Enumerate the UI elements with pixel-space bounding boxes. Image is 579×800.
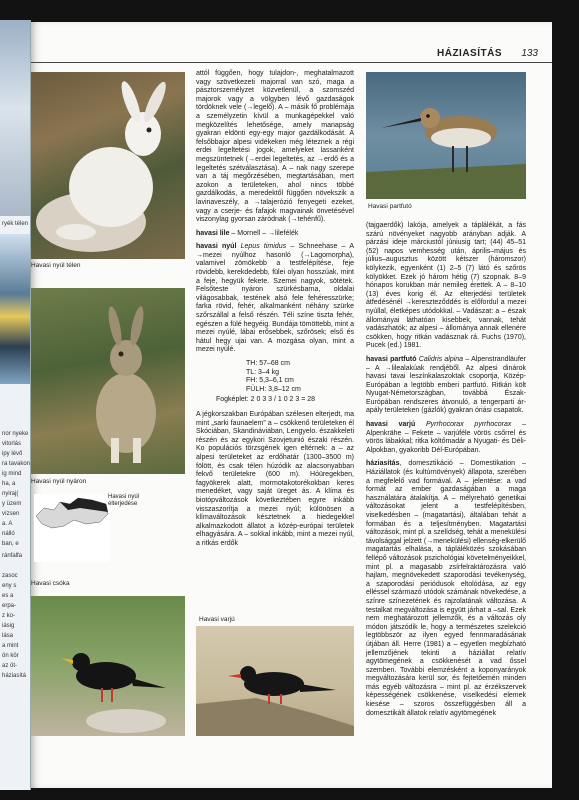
left-fragment: ha, a (2, 481, 16, 487)
left-fragment: ránfalfa (2, 553, 23, 559)
left-fragment: iásig (2, 623, 15, 629)
left-fragment: ra tavakon (2, 461, 31, 467)
caption-chough-left: Havasi csóka (31, 580, 70, 587)
measurement: TH: 57–68 cm (246, 360, 290, 367)
left-fragment: nálló (2, 531, 15, 537)
book-page (31, 22, 552, 788)
left-fragment: vízsen (2, 511, 20, 517)
left-fragment: es a (2, 593, 14, 599)
measurement: FH: 5,3–6,1 cm (246, 377, 294, 385)
left-fragment: eny s (2, 583, 17, 589)
running-header (31, 22, 552, 58)
entry-term: havasi nyúl (196, 243, 237, 251)
caption-white-hare: Havasi nyúl télen (31, 262, 81, 269)
measurements (216, 360, 354, 405)
entry-latin: Calidris alpina (416, 355, 464, 363)
entry-body: – Mornell – →lilefélék (229, 229, 299, 237)
caption-summer-hare: Havasi nyúl nyáron (31, 478, 87, 485)
left-fragment: ön kör (2, 653, 19, 659)
entry-havasi-lile (196, 230, 354, 239)
left-fragment: vitorlás (2, 441, 22, 447)
left-fragment: a. A (2, 521, 13, 527)
entry-havasi-nyul (196, 243, 354, 355)
text-column-right (366, 222, 526, 723)
measurement: FÜLH: 3,8–12 cm (246, 385, 301, 393)
entry-term: havasi partfutó (366, 355, 417, 363)
paragraph: A jégkorszakban Európában szélesen elterjedt, ma mint „sarki faunaelem” a – csökkenő területeken él Skóciában, Skandináviában, Lengyelo. északkeleti részén és az egykori Szovjetunió északi részén. Ko populációs törzsgének igen eltérnek: a – az alpesi területeket az erdőhatár (1300–3500 m) fölött, és csak télen húzódik az alacsonyabban fekvő területekre (600 m). Hóüregekben, fagyökerek alatt, mormotakotorékokban keres menedéket, vagy saját üreget ás. A klíma és biotópváltozások következtében egyre inkább visszaszorítja a mezei nyúl; különösen a klímaváltozások késztetnek a hiedegekkel alkalmazkodott állatot a közép-európai területek elhagyására. A – sokkal inkább, mint a mezei nyúl, a ritkás erdők (196, 410, 354, 547)
photo-white-hare (31, 72, 185, 259)
measurement: TL: 3–4 kg (246, 368, 280, 376)
left-fragment: az öt- (2, 663, 18, 669)
previous-page-photo (0, 234, 30, 384)
entry-term: havasi lile (196, 229, 230, 237)
previous-page-photo (0, 20, 30, 216)
entry-term: háziasítás (366, 460, 400, 468)
entry-latin: Pyrrhocorax pyrrhocorax (415, 421, 512, 429)
entry-havasi-partfuto (366, 356, 526, 416)
photo-chough-left (31, 596, 185, 736)
paragraph: (tajgaerdők) lakója, amelyek a táplálékát, a fás szárú növényeket nagyobb arányban adják. A párzási ideje márciustól júniusig tart; (44) 45–51 (52) napos vemhesség után, április–május és július–augusztus között kétszer (háromszor) kölykezik, egyenként (1) 2–5 (7) látó és szőrös kölyökket. Ezek jó három hétig (7) szopnak. 8–9 hónapos korukban már nemileg érettek. A – 8–10 (13) éves korig él. Az elterjedési területek átfedésénél →kereszteződdés is előfordul a mezei nyúllal, életképes utódokkal. – Vadászat: a – észak állományai láthatóan kisebbek, vannak, tehát vadászhatók; az alpesi – állománya annak ellenére csökken, hogy ritkán vadásznak rá. Fuchs (1970), Pucek (ed.) 1981. (366, 222, 526, 350)
caption-sandpiper: Havasi partfutó (368, 203, 412, 210)
left-fragment: ban, e (2, 541, 19, 547)
photo-sandpiper (366, 72, 526, 199)
paragraph: attól függően, hogy tulajdon-, meghatalmazott vagy szövetkezeti majorral van szó, maga a pásztorszemélyzet közvetlenül, a szomszéd majorok vagy a völgyben lévő gazdaságok tördöknek vele (→legelő). A – másik fő problémája a személyzetin kívül a munkagépekkel való megközelítés lehetősége, amely manapság gyakran eldönti egy-egy major gazdálkodását. A felsőbbajor alpesi vidékeken még léteznek a régi erdei legeltetési jogok, amelyeket lassanként megszüntetnek (→erdei legeltetés, az →erdő és a legeltetés szétválasztása). A – nak nagy szerepe van a táj megőrzésében, megtartásában, mert azokon a területeken, ahol nincs többé gazdálkodás, a meredektől függően növekszik a lavinaveszély, a →talajerózió fenyegeti ezeket, vagy a cserje- és fafajok magvainak önvetésével viszonylag gyorsan záródnak (→tehénfű). (196, 70, 354, 224)
previous-page-edge (0, 20, 31, 790)
photo-chough-right (196, 626, 354, 736)
left-fragment: ig mind (2, 471, 22, 477)
entry-latin: Lepus timidus (236, 243, 287, 251)
left-fragment: y üzem (2, 501, 22, 507)
text-column-middle (196, 70, 354, 553)
left-fragment: erpa- (2, 603, 17, 609)
left-fragment: zasoc (2, 573, 18, 579)
left-fragment: a mint (2, 643, 19, 649)
tooth-formula (216, 396, 354, 405)
running-title: HÁZIASÍTÁS (437, 48, 502, 59)
entry-term: havasi varjú (366, 421, 416, 429)
entry-body: – Schneehase – A →mezei nyúlhoz hasonló (→Lagomorpha), valamivel zömökebb a testfelépítése, feje rövidebb, kerekdedebb, fülei olyan hosszúak, mint a feje, hegyük fekete. Szemei nagyok, sötétek. Felsőteste nyáron szürkésbarna, oldalai világosabbak, testének alsó fele fehéresszürke; farka rövid, fehér, alkalmanként néhány szürke szőrszállal a felső részén. Téli színe tiszta fehér, egészen a fülé hegyéig. Bundája tömöttebb, mint a mezei nyúlé, lábai erősebbek, szőrösek; első és hátul hegy ujai van. A mozgása olyan, mint a mezei nyúlé. (196, 243, 354, 354)
left-fragment: z ko- (2, 613, 16, 619)
entry-havasi-varju (366, 421, 526, 455)
left-fragment: lása (2, 633, 14, 639)
tooth-formula-label: Fogképlet: (216, 396, 249, 404)
tooth-formula-value: 2 0 3 3 / 1 0 2 3 = 28 (250, 396, 316, 404)
photo-summer-hare (31, 288, 185, 474)
distribution-map (34, 494, 140, 562)
entry-body: – Alpenkrähe – Fekete – varjúféle vörös csőrrel és vörös lábakkal; ritka költőmadár a Nyugati- és Déli-Alpokban, gyakoribb Dél-Európában. (366, 421, 527, 454)
page-number: 133 (521, 48, 538, 59)
caption-chough-right: Havasi varjú (199, 616, 235, 623)
left-fragment: ipy lévő (2, 451, 23, 457)
left-fragment: nor nyeke (2, 431, 29, 437)
entry-haziasitas (366, 460, 526, 718)
caption-map: Havasi nyúl elterjedése (108, 494, 140, 507)
entry-body: , domesztikáció – Domestikation – Háziállatok (és kultúrnövények) állapota, szerében a megfelelő vad formával. A – jelentése: a vad formát az ember gazdaságában a maga használatára átalakítja. A – mélyreható genetikai változásokat jelent a testfelépítésben, viselkedésben – (magatartási), általában tehát a formában és a teljesítményben. Magatartási változások, mint pl. a szelídség, tehát a menekülési távolsággal jelzett (→menekülési) ellenség-elkerülő magatartás elhalása, a tápláléközés szokásában fellépő változások pszichológiai követelményeikkel, mint pl. a magasabb zsírfelraktározásra való hajlam, megnövekedett szaporodási tevékenység, a szaporodási periódusok eltolódása, az egy elléssel származó utódok számának növekedése, a színre színezetének és rajzolatának változása. A testalkat megváltozása is együtt járhat a –sal. Ezek nem meghatározott jellemzők, és a változás oly módon játszódik le, hogy a természetes szelekció legtöbbször az ilyen egyed fennmaradásának útjában áll. Herre (1981) a – egyetlen megbízható jellemzőjének tekinti a háziállat relatív agytömegének a csökkenését a vad őssel szemben. További elemzésként a koponyarányok megváltozására kerül sor, és fejtetőemén minden más egyéb változásra – mint pl. az érzékszervek képességének csökkenése, viselkedési elemek kiesése – szoros összefüggésben áll a domesztikált állatok relatív agytömegének (366, 460, 526, 717)
left-fragment: nyiraj( (2, 491, 19, 497)
left-fragment: ryék télen (2, 221, 29, 227)
entry-body: – Alpenstrandläufer – A →lilealakúak rendjéből. Az alpesi dinárok havasi tavai leszínkalaszoktak csoportja, Közép-Európában a legtöbb emberi partfutó. Ritkán költ Nyugat-Németországban, továbbá Észak-Európában rendszeres átvonuló, a tengerparti ár-apály területeken (gázlók) gyakran óriási csapatok. (366, 355, 526, 415)
left-fragment: háziasítá (2, 673, 27, 679)
header-rule (31, 62, 552, 63)
